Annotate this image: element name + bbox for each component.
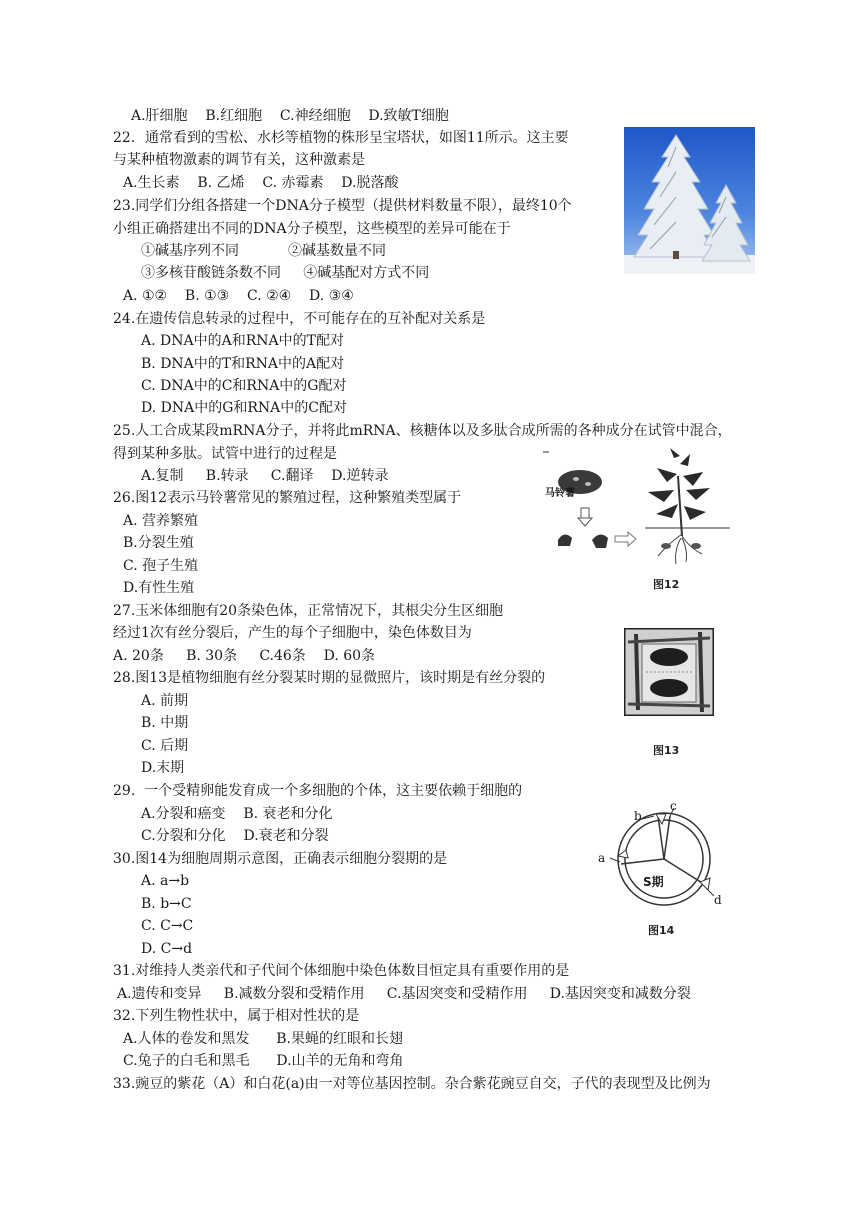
- fig11-snow-trees-photo: [624, 127, 755, 274]
- q22-stem-line1: 22．通常看到的雪松、水杉等植物的株形呈宝塔状，如图11所示。这主要: [113, 130, 569, 146]
- q26-stem: 26.图12表示马铃薯常见的繁殖过程，这种繁殖类型属于: [113, 490, 462, 506]
- q29-options-line2: C.分裂和分化 D.衰老和分裂: [141, 828, 329, 844]
- fig14-label-a: a: [598, 851, 606, 865]
- q23-item-line1: ①碱基序列不同 ②碱基数量不同: [141, 243, 386, 259]
- q30-option-b: B. b→C: [141, 896, 192, 912]
- q23-stem-line2: 小组正确搭建出不同的DNA分子模型，这些模型的差异可能在于: [113, 221, 511, 237]
- q31-stem: 31.对维持人类亲代和子代间个体细胞中染色体数目恒定具有重要作用的是: [113, 963, 570, 979]
- q23-item-line2: ③多核苷酸链条数不同 ④碱基配对方式不同: [141, 265, 430, 281]
- q30-option-c: C. C→C: [141, 918, 194, 934]
- q28-option-c: C. 后期: [141, 738, 189, 754]
- q25-stem-line1: 25.人工合成某段mRNA分子，并将此mRNA、核糖体以及多肽合成所需的各种成分在试管中混合，: [113, 423, 732, 439]
- q27-stem-line2: 经过1次有丝分裂后，产生的每个子细胞中，染色体数目为: [113, 625, 472, 641]
- q23-stem-line1: 23.同学们分组各搭建一个DNA分子模型（提供材料数量不限），最终10个: [113, 198, 572, 214]
- q24-option-a: A. DNA中的A和RNA中的T配对: [141, 333, 344, 349]
- q26-option-b: B.分裂生殖: [123, 535, 194, 551]
- q25-stem-line2: 得到某种多肽。试管中进行的过程是: [113, 446, 337, 462]
- q28-option-d: D.末期: [141, 760, 185, 776]
- q29-options-line1: A.分裂和癌变 B. 衰老和分化: [141, 806, 333, 822]
- q30-option-a: A. a→b: [141, 873, 190, 889]
- q28-option-b: B. 中期: [141, 715, 189, 731]
- q26-option-d: D.有性生殖: [123, 580, 195, 596]
- q27-options: A. 20条 B. 30条 C.46条 D. 60条: [113, 648, 376, 664]
- fig14-caption: 图14: [648, 924, 675, 937]
- q26-option-c: C. 孢子生殖: [123, 558, 199, 574]
- q33-stem: 33.豌豆的紫花（A）和白花(a)由一对等位基因控制。杂合紫花豌豆自交，子代的表现型及比例为: [113, 1076, 711, 1092]
- fig14-s-phase-label: S期: [643, 875, 664, 889]
- q28-option-a: A. 前期: [141, 693, 189, 709]
- q32-options-line1: A.人体的卷发和黑发 B.果蝇的红眼和长翅: [123, 1031, 403, 1047]
- q30-stem: 30.图14为细胞周期示意图，正确表示细胞分裂期的是: [113, 851, 448, 867]
- q27-stem-line1: 27.玉米体细胞有20条染色体，正常情况下，其根尖分生区细胞: [113, 603, 504, 619]
- q24-option-d: D. DNA中的G和RNA中的C配对: [141, 400, 348, 416]
- fig12-potato-propagation: [540, 446, 740, 588]
- q26-option-a: A. 营养繁殖: [123, 513, 199, 529]
- q31-options: A.遗传和变异 B.减数分裂和受精作用 C.基因突变和受精作用 D.基因突变和减数分裂: [117, 986, 691, 1002]
- q32-stem: 32.下列生物性状中，属于相对性状的是: [113, 1008, 360, 1024]
- q32-options-line2: C.兔子的白毛和黑毛 D.山羊的无角和弯角: [123, 1053, 404, 1069]
- fig14-label-d: d: [714, 893, 722, 907]
- q22-stem-line2: 与某种植物激素的调节有关，这种激素是: [113, 152, 365, 168]
- fig13-caption: 图13: [653, 744, 680, 757]
- q30-option-d: D. C→d: [141, 941, 193, 957]
- fig13-cell-micrograph: [624, 628, 714, 716]
- q23-options: A. ①② B. ①③ C. ②④ D. ③④: [123, 288, 354, 304]
- q24-stem: 24.在遗传信息转录的过程中，不可能存在的互补配对关系是: [113, 311, 486, 327]
- q22-options: A.生长素 B. 乙烯 C. 赤霉素 D.脱落酸: [123, 175, 399, 191]
- fig12-potato-label: 马铃薯: [545, 488, 575, 499]
- q29-stem: 29. 一个受精卵能发育成一个多细胞的个体，这主要依赖于细胞的: [113, 783, 523, 799]
- q24-option-c: C. DNA中的C和RNA中的G配对: [141, 378, 347, 394]
- fig12-caption: 图12: [653, 578, 680, 591]
- q28-stem: 28.图13是植物细胞有丝分裂某时期的显微照片，该时期是有丝分裂的: [113, 670, 546, 686]
- q25-options: A.复制 B.转录 C.翻译 D.逆转录: [141, 468, 389, 484]
- fig14-label-b: b: [634, 809, 642, 823]
- q24-option-b: B. DNA中的T和RNA中的A配对: [141, 356, 345, 372]
- fig14-label-c: c: [670, 799, 677, 813]
- q21-options: A.肝细胞 B.红细胞 C.神经细胞 D.致敏T细胞: [131, 108, 449, 124]
